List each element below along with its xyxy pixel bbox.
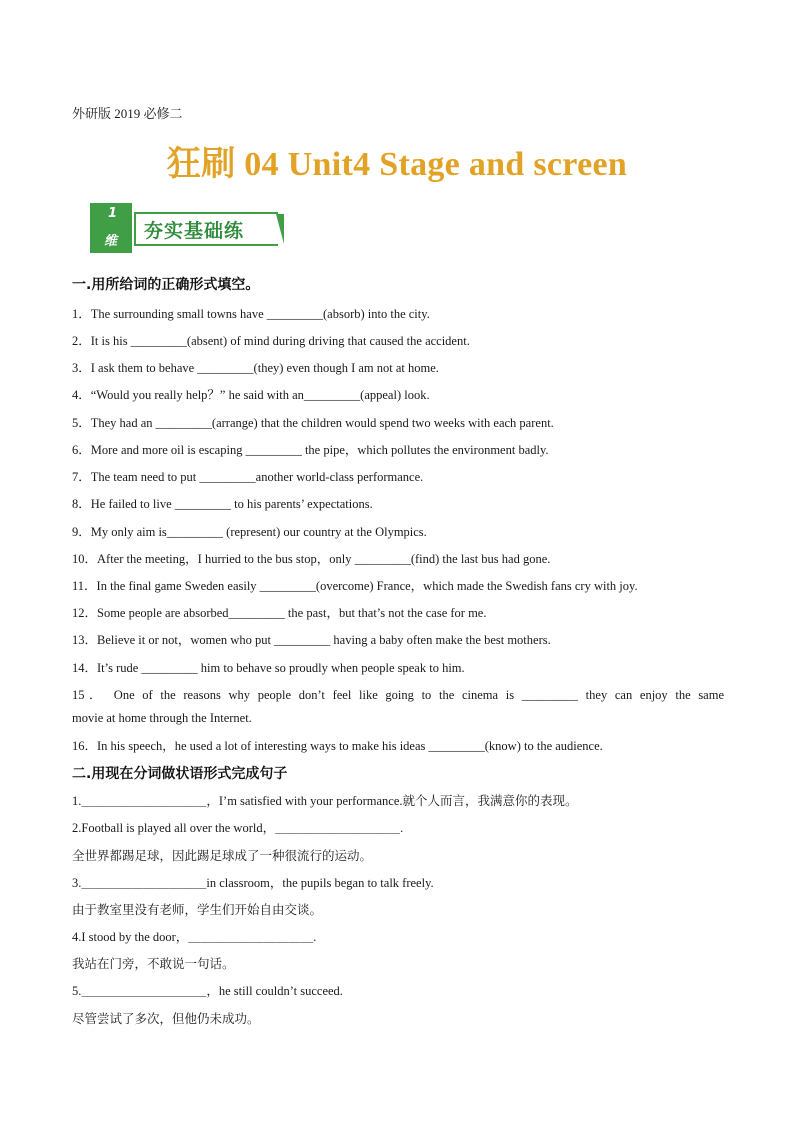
exercise-item: 2．It is his _________(absent) of mind during driving that caused the accident. — [72, 334, 470, 348]
translation-item: 4.I stood by the door，＿＿＿＿＿＿＿＿＿＿. — [72, 930, 317, 944]
level-badge — [90, 203, 132, 253]
level-unit: 维 — [104, 234, 118, 249]
section2-heading: 二.用现在分词做状语形式完成句子 — [72, 766, 288, 782]
banner-label-box — [134, 212, 278, 246]
exercise-item: 14．It’s rude _________ him to behave so proudly when people speak to him. — [72, 661, 465, 675]
translation-item: 2.Football is played all over the world，＿＿＿＿＿＿＿＿＿＿. — [72, 821, 404, 835]
section-banner — [90, 203, 290, 255]
section1-heading: 一.用所给词的正确形式填空。 — [72, 277, 260, 293]
exercise-item: 8．He failed to live _________ to his parents’ expectations. — [72, 497, 373, 511]
exercise-item: 7．The team need to put _________another world-class performance. — [72, 470, 424, 484]
exercise-item: 16．In his speech，he used a lot of interesting ways to make his ideas _________(know) to the audience. — [72, 739, 603, 753]
translation-chinese: 由于教室里没有老师，学生们开始自由交谈。 — [72, 902, 323, 917]
exercise-item: 1．The surrounding small towns have _________(absorb) into the city. — [72, 307, 430, 321]
exercise-item: 5．They had an _________(arrange) that the children would spend two weeks with each parent. — [72, 416, 554, 430]
banner-label: 夯实基础练 — [144, 220, 245, 242]
exercise-item: 9．My only aim is_________ (represent) our country at the Olympics. — [72, 525, 427, 539]
exercise-item: 6．More and more oil is escaping _________ the pipe，which pollutes the environment badly. — [72, 443, 549, 457]
level-number: 1 — [108, 206, 118, 221]
banner-corner-decoration — [276, 214, 284, 244]
exercise-item: 13．Believe it or not，women who put _________ having a baby often make the best mothers. — [72, 633, 551, 647]
exercise-item: 10．After the meeting，I hurried to the bus stop，only _________(find) the last bus had gone. — [72, 552, 551, 566]
translation-chinese: 我站在门旁，不敢说一句话。 — [72, 956, 235, 971]
translation-item: 3.＿＿＿＿＿＿＿＿＿＿in classroom，the pupils began to talk freely. — [72, 876, 434, 890]
exercise-item: 12．Some people are absorbed_________ the past，but that’s not the case for me. — [72, 606, 487, 620]
page-title: 狂刷 04 Unit4 Stage and screen — [166, 146, 628, 183]
exercise-item-continuation: movie at home through the Internet. — [72, 711, 252, 725]
exercise-item: 3．I ask them to behave _________(they) even though I am not at home. — [72, 361, 439, 375]
edition-label: 外研版 2019 必修二 — [72, 106, 183, 121]
translation-item: 5.＿＿＿＿＿＿＿＿＿＿，he still couldn’t succeed. — [72, 984, 343, 998]
translation-item: 1.＿＿＿＿＿＿＿＿＿＿，I’m satisfied with your performance.就个人而言，我满意你的表现。 — [72, 794, 578, 808]
exercise-item: 4．“Would you really help？” he said with an_________(appeal) look. — [72, 388, 430, 402]
translation-chinese: 尽管尝试了多次，但他仍未成功。 — [72, 1011, 260, 1026]
translation-chinese: 全世界都踢足球，因此踢足球成了一种很流行的运动。 — [72, 848, 373, 863]
exercise-item: 11．In the final game Sweden easily _________(overcome) France，which made the Swedish fans cry with joy. — [72, 579, 638, 593]
exercise-item: 15． One of the reasons why people don’t feel like going to the cinema is _________ they can enjoy the same — [72, 688, 724, 702]
